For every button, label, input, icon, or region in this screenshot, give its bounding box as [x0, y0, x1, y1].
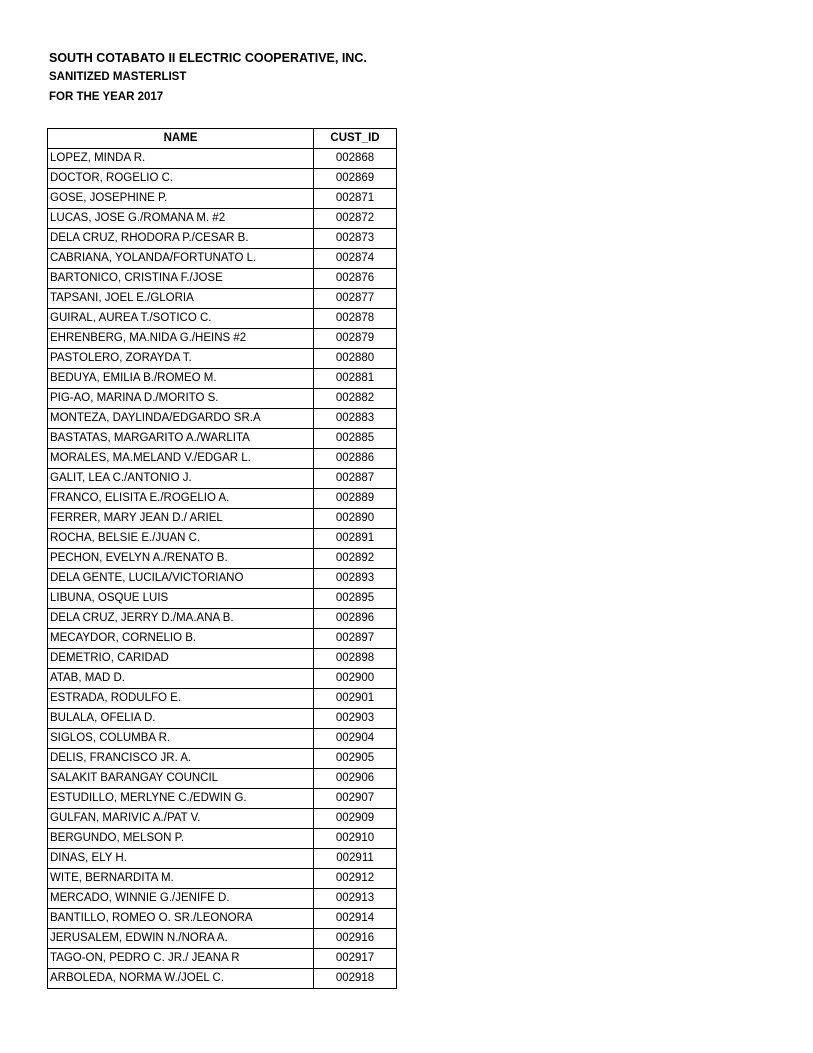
table-body: [48, 149, 397, 989]
table-row: [48, 429, 397, 449]
customer-name-cell: TAGO-ON, PEDRO C. JR./ JEANA R: [48, 949, 314, 969]
table-row: [48, 569, 397, 589]
table-row: [48, 229, 397, 249]
customer-id-cell: 002917: [314, 949, 397, 969]
table-row: [48, 629, 397, 649]
customer-id-cell: 002891: [314, 529, 397, 549]
customer-id-cell: 002869: [314, 169, 397, 189]
customer-id-cell: 002911: [314, 849, 397, 869]
customer-id-cell: 002913: [314, 889, 397, 909]
table-row: [48, 949, 397, 969]
customer-name-cell: SIGLOS, COLUMBA R.: [48, 729, 314, 749]
customer-id-cell: 002881: [314, 369, 397, 389]
customer-name-cell: ESTUDILLO, MERLYNE C./EDWIN G.: [48, 789, 314, 809]
table-row: [48, 929, 397, 949]
customer-id-cell: 002876: [314, 269, 397, 289]
table-row: [48, 329, 397, 349]
customer-name-cell: GOSE, JOSEPHINE P.: [48, 189, 314, 209]
table-row: [48, 169, 397, 189]
customer-name-cell: FRANCO, ELISITA E./ROGELIO A.: [48, 489, 314, 509]
customer-name-cell: MERCADO, WINNIE G./JENIFE D.: [48, 889, 314, 909]
customer-id-cell: 002893: [314, 569, 397, 589]
customer-id-cell: 002872: [314, 209, 397, 229]
customer-name-cell: ATAB, MAD D.: [48, 669, 314, 689]
table-row: [48, 549, 397, 569]
table-row: [48, 969, 397, 989]
table-row: [48, 289, 397, 309]
customer-name-cell: BULALA, OFELIA D.: [48, 709, 314, 729]
table-row: [48, 269, 397, 289]
customer-id-cell: 002895: [314, 589, 397, 609]
customer-name-cell: PASTOLERO, ZORAYDA T.: [48, 349, 314, 369]
table-row: [48, 489, 397, 509]
customer-name-cell: DOCTOR, ROGELIO C.: [48, 169, 314, 189]
customer-id-cell: 002900: [314, 669, 397, 689]
table-row: [48, 369, 397, 389]
customer-name-cell: MECAYDOR, CORNELIO B.: [48, 629, 314, 649]
customer-name-cell: BANTILLO, ROMEO O. SR./LEONORA: [48, 909, 314, 929]
table-row: [48, 769, 397, 789]
customer-id-cell: 002901: [314, 689, 397, 709]
customer-id-cell: 002883: [314, 409, 397, 429]
customer-name-cell: DELA CRUZ, RHODORA P./CESAR B.: [48, 229, 314, 249]
list-title: SANITIZED MASTERLIST: [49, 71, 187, 83]
customer-name-cell: GULFAN, MARIVIC A./PAT V.: [48, 809, 314, 829]
customer-id-cell: 002898: [314, 649, 397, 669]
year-line: FOR THE YEAR 2017: [49, 91, 164, 103]
customer-name-cell: LIBUNA, OSQUE LUIS: [48, 589, 314, 609]
customer-id-cell: 002897: [314, 629, 397, 649]
customer-id-cell: 002916: [314, 929, 397, 949]
customer-id-cell: 002918: [314, 969, 397, 989]
customer-name-cell: DEMETRIO, CARIDAD: [48, 649, 314, 669]
table-row: [48, 589, 397, 609]
customer-name-cell: SALAKIT BARANGAY COUNCIL: [48, 769, 314, 789]
customer-name-cell: DELA CRUZ, JERRY D./MA.ANA B.: [48, 609, 314, 629]
customer-name-cell: EHRENBERG, MA.NIDA G./HEINS #2: [48, 329, 314, 349]
customer-id-cell: 002885: [314, 429, 397, 449]
customer-id-cell: 002886: [314, 449, 397, 469]
customer-id-cell: 002909: [314, 809, 397, 829]
column-header-name: NAME: [48, 129, 314, 149]
customer-name-cell: DELA GENTE, LUCILA/VICTORIANO: [48, 569, 314, 589]
customer-id-cell: 002903: [314, 709, 397, 729]
table-row: [48, 349, 397, 369]
customer-id-cell: 002907: [314, 789, 397, 809]
customer-name-cell: DINAS, ELY H.: [48, 849, 314, 869]
customer-id-cell: 002868: [314, 149, 397, 169]
table-row: [48, 469, 397, 489]
table-row: [48, 449, 397, 469]
table-row: [48, 149, 397, 169]
customer-name-cell: MORALES, MA.MELAND V./EDGAR L.: [48, 449, 314, 469]
table-header: [48, 129, 397, 149]
customer-name-cell: BARTONICO, CRISTINA F./JOSE: [48, 269, 314, 289]
customer-name-cell: DELIS, FRANCISCO JR. A.: [48, 749, 314, 769]
table-row: [48, 909, 397, 929]
table-row: [48, 529, 397, 549]
customer-name-cell: WITE, BERNARDITA M.: [48, 869, 314, 889]
organization-name: SOUTH COTABATO II ELECTRIC COOPERATIVE, INC.: [49, 51, 367, 65]
table-row: [48, 389, 397, 409]
table-row: [48, 849, 397, 869]
customer-id-cell: 002890: [314, 509, 397, 529]
table-row: [48, 829, 397, 849]
customer-id-cell: 002873: [314, 229, 397, 249]
customer-id-cell: 002882: [314, 389, 397, 409]
table-row: [48, 409, 397, 429]
customer-name-cell: LOPEZ, MINDA R.: [48, 149, 314, 169]
customer-name-cell: BASTATAS, MARGARITO A./WARLITA: [48, 429, 314, 449]
customer-name-cell: LUCAS, JOSE G./ROMANA M. #2: [48, 209, 314, 229]
customer-id-cell: 002892: [314, 549, 397, 569]
customer-name-cell: PECHON, EVELYN A./RENATO B.: [48, 549, 314, 569]
table-row: [48, 889, 397, 909]
table-row: [48, 309, 397, 329]
customer-id-cell: 002912: [314, 869, 397, 889]
table-row: [48, 609, 397, 629]
table-row: [48, 649, 397, 669]
customer-id-cell: 002878: [314, 309, 397, 329]
customer-id-cell: 002880: [314, 349, 397, 369]
customer-name-cell: ARBOLEDA, NORMA W./JOEL C.: [48, 969, 314, 989]
customer-name-cell: MONTEZA, DAYLINDA/EDGARDO SR.A: [48, 409, 314, 429]
customer-name-cell: BEDUYA, EMILIA B./ROMEO M.: [48, 369, 314, 389]
table-row: [48, 189, 397, 209]
customer-id-cell: 002871: [314, 189, 397, 209]
table-row: [48, 209, 397, 229]
customer-id-cell: 002910: [314, 829, 397, 849]
customer-name-cell: JERUSALEM, EDWIN N./NORA A.: [48, 929, 314, 949]
table-row: [48, 789, 397, 809]
customer-id-cell: 002889: [314, 489, 397, 509]
customer-name-cell: BERGUNDO, MELSON P.: [48, 829, 314, 849]
customer-id-cell: 002904: [314, 729, 397, 749]
customer-id-cell: 002879: [314, 329, 397, 349]
document-header: [49, 50, 367, 107]
customer-id-cell: 002905: [314, 749, 397, 769]
table-row: [48, 749, 397, 769]
header-row: [48, 129, 397, 149]
table-row: [48, 709, 397, 729]
table-row: [48, 869, 397, 889]
customer-id-cell: 002877: [314, 289, 397, 309]
customer-name-cell: ROCHA, BELSIE E./JUAN C.: [48, 529, 314, 549]
table-row: [48, 689, 397, 709]
customer-id-cell: 002914: [314, 909, 397, 929]
table-row: [48, 669, 397, 689]
customer-id-cell: 002896: [314, 609, 397, 629]
column-header-cust-id: CUST_ID: [314, 129, 397, 149]
customer-id-cell: 002906: [314, 769, 397, 789]
customer-name-cell: TAPSANI, JOEL E./GLORIA: [48, 289, 314, 309]
customer-id-cell: 002887: [314, 469, 397, 489]
customer-name-cell: GALIT, LEA C./ANTONIO J.: [48, 469, 314, 489]
customer-name-cell: GUIRAL, AUREA T./SOTICO C.: [48, 309, 314, 329]
table-row: [48, 509, 397, 529]
customer-id-cell: 002874: [314, 249, 397, 269]
customer-name-cell: ESTRADA, RODULFO E.: [48, 689, 314, 709]
table-row: [48, 249, 397, 269]
table-row: [48, 729, 397, 749]
masterlist-table: [47, 128, 397, 989]
table-row: [48, 809, 397, 829]
customer-name-cell: FERRER, MARY JEAN D./ ARIEL: [48, 509, 314, 529]
customer-name-cell: PIG-AO, MARINA D./MORITO S.: [48, 389, 314, 409]
customer-name-cell: CABRIANA, YOLANDA/FORTUNATO L.: [48, 249, 314, 269]
